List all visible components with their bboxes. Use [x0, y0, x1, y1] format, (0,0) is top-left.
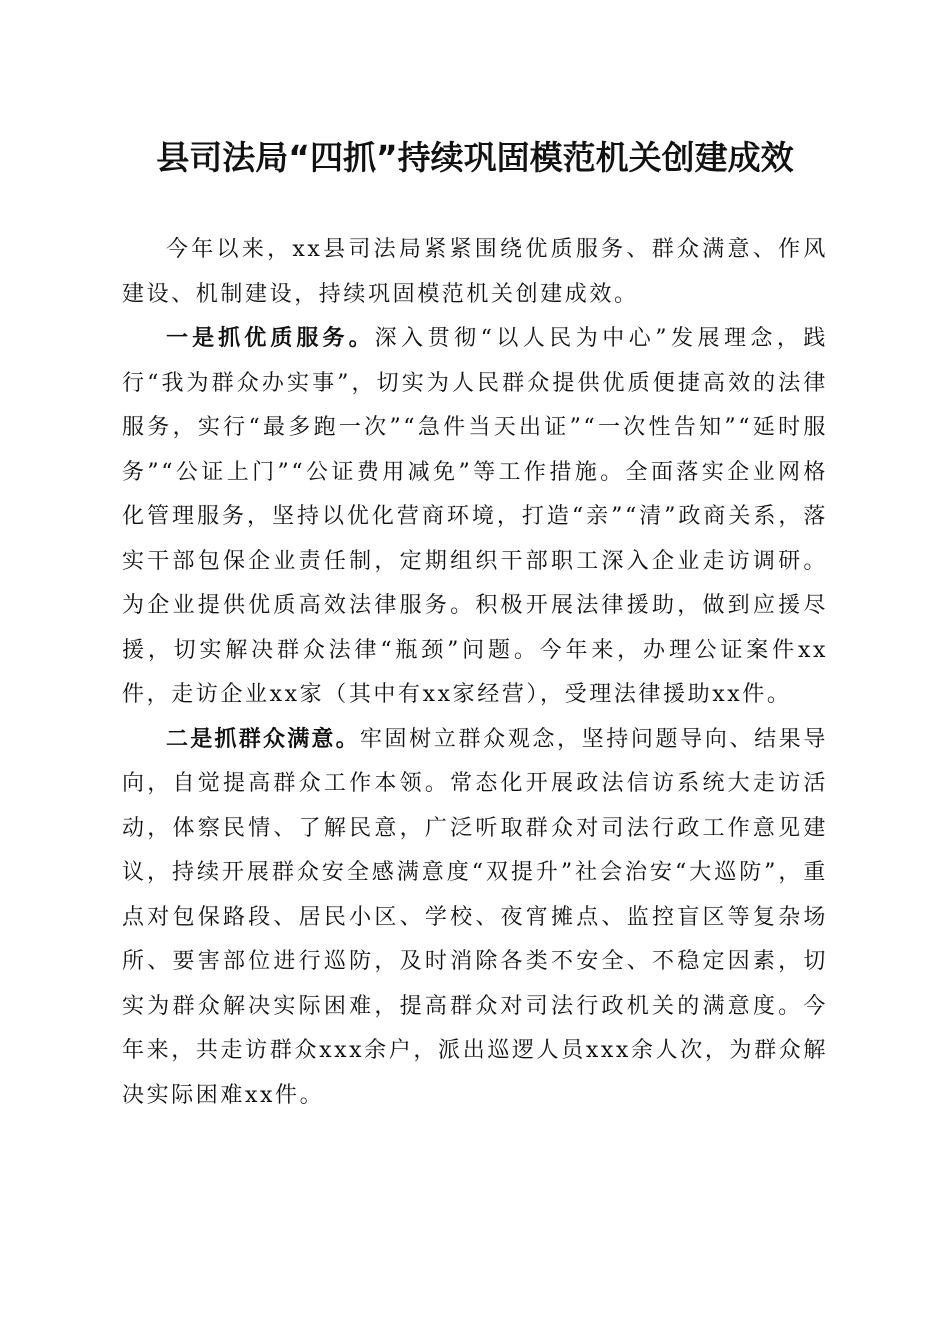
section-paragraph-1 — [122, 317, 828, 718]
document-title: 县司法局“四抓”持续巩固模范机关创建成效 — [156, 138, 794, 177]
intro-paragraph: 今年以来，xx县司法局紧紧围绕优质服务、群众满意、作风建设、机制建设，持续巩固模范机关创建成效。 — [122, 237, 828, 307]
document-body — [122, 228, 828, 1118]
section-lead-1: 一是抓优质服务。 — [166, 326, 375, 351]
section-text-2: 牢固树立群众观念，坚持问题导向、结果导向，自觉提高群众工作本领。常态化开展政法信访系统大走访活动，体察民情、了解民意，广泛听取群众对司法行政工作意见建议，持续开展群众安全感满意度“双提升”社会治安“大巡防”，重点对包保路段、居民小区、学校、夜宵摊点、监控盲区等复杂场所、要害部位进行巡防，及时消除各类不安全、不稳定因素，切实为群众解决实际困难，提高群众对司法行政机关的满意度。今年来，共走访群众xxx余户，派出巡逻人员xxx余人次，为群众解决实际困难xx件。 — [122, 726, 828, 1108]
section-paragraph-2 — [122, 718, 828, 1119]
section-lead-2: 二是抓群众满意。 — [166, 726, 360, 752]
section-text-1: 深入贯彻“以人民为中心”发展理念，践行“我为群众办实事”，切实为人民群众提供优质便捷高效的法律服务，实行“最多跑一次”“急件当天出证”“一次性告知”“延时服务”“公证上门”“公证费用减免”等工作措施。全面落实企业网格化管理服务，坚持以优化营商环境，打造“亲”“清”政商关系，落实干部包保企业责任制，定期组织干部职工深入企业走访调研。为企业提供优质高效法律服务。积极开展法律援助，做到应援尽援，切实解决群众法律“瓶颈”问题。今年来，办理公证案件xx件，走访企业xx家（其中有xx家经营），受理法律援助xx件。 — [122, 326, 828, 707]
